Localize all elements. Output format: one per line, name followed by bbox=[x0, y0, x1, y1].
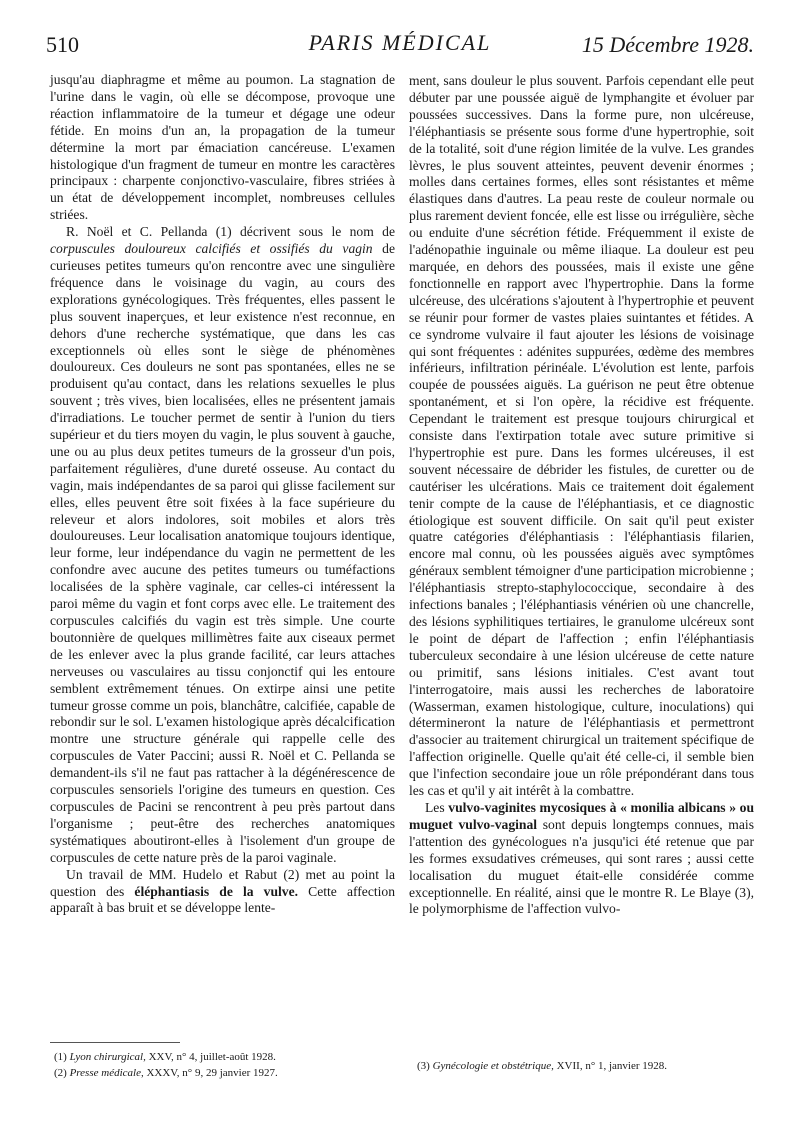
footnote-journal: Presse médicale, bbox=[69, 1067, 144, 1079]
paragraph-text: sont depuis longtemps connues, mais l'attention des gynécologues n'a jusqu'ici été retenue que par les formes exsudatives crémeuses, qui sont rares ; aussi cette localisation du muguet était-elle considérée comme exceptionnelle. En réalité, ainsi que le montre R. Le Blaye (3), le polymorphisme de l'affection vulvo- bbox=[409, 816, 754, 917]
italic-term: corpuscules douloureux calcifiés et ossifiés du vagin bbox=[50, 241, 373, 257]
issue-date: 15 Décembre 1928. bbox=[581, 32, 754, 57]
footnote-1 bbox=[54, 1050, 276, 1064]
paragraph-text: Cette affection apparaît à bas bruit et se développe lente- bbox=[50, 883, 396, 916]
paragraph-tumor-continuation: jusqu'au diaphragme et même au poumon. La stagnation de l'urine dans le vagin, où elle se décompose, provoque une réaction inflammatoire de la tumeur et dégage une odeur fétide. En moins d'un an, la propagation de la tumeur détermine la mort par émaciation cancéreuse. L'examen histologique d'un fragment de tumeur en montre les caractères principaux : charpente conjonctivo-vasculaire, fibres striées à un état de développement incomplet, nombreuses cellules striées. bbox=[50, 72, 395, 223]
footnote-journal: Gynécologie et obstétrique, bbox=[432, 1060, 554, 1072]
footnote-ref: XXV, n° 4, juillet-août 1928. bbox=[145, 1051, 276, 1063]
bold-term: éléphantiasis de la vulve. bbox=[134, 883, 299, 899]
footnote-rule bbox=[50, 1042, 180, 1043]
paragraph-elephantiasis-intro bbox=[50, 867, 395, 918]
paragraph-elephantiasis: ment, sans douleur le plus souvent. Parfois cependant elle peut débuter par une poussée aiguë de lymphangite et évoluer par poussées successives. Dans la forme pure, non ulcéreuse, l'éléphantiasis se présente sous forme d'une hypertrophie, soit de la totalité, soit d'une région limitée de la vulve. Les grandes lèvres, le plus souvent atteintes, peuvent devenir énormes ; molles dans certaines formes, elles sont résistantes et même élastiques dans d'autres. La peau reste de couleur normale ou plus rarement devient foncée, elle est lisse ou irrégulière, sèche ou enduite d'une sécrétion fétide. Fréquemment il existe de l'adénopathie inguinale ou même iliaque. La douleur est peu marquée, en dehors des poussées, mais il existe une gêne fonctionnelle en rapport avec l'hypertrophie. Dans la forme ulcéreuse, des ulcérations s'ajoutent à l'hypertrophie et peuvent se réunir pour former de vastes plaies suintantes et fétides. A ce syndrome vulvaire il faut ajouter les lésions de voisinage qui sont fréquentes : adénites suppurées, œdème des membres inférieurs, infiltration périnéale. L'évolution est lente, parfois coupée de poussées aiguës. La guérison ne peut être obtenue spontanément, et si l'on opère, la récidive est fréquente. Cependant le traitement est presque toujours chirurgical et consiste dans l'extirpation totale avec suture primitive si l'hypertrophie est pure. Dans les formes ulcéreuses, il est souvent nécessaire de débrider les fistules, de curetter ou de cautériser les ulcérations. Mais ce traitement doit également tenir compte de la cause de l'éléphantiasis, et ce diagnostic étiologique est souvent difficile. On sait qu'il peut exister quatre catégories d'éléphantiasis : l'éléphantiasis filarien, encore mal connu, où les poussées aiguës avec symptômes généraux semblent témoigner d'une participation microbienne ; l'éléphantiasis strepto-staphylococcique, secondaire à des infections banales ; l'éléphantiasis vénérien où une chancrelle, des lésions syphilitiques tertiaires, le granulome ulcéreux sont le point de départ de l'affection ; enfin l'éléphantiasis tuberculeux secondaire à une lésion ulcéreuse de cette nature ou primitif, sans lésions initiales. C'est avant tout l'interrogatoire, mais aussi les recherches de laboratoire (Wasserman, examen histologique, culture, inoculations) qui détermineront la nature de l'éléphantiasis et permettront d'associer au traitement chirurgical un traitement spécifique de l'affection originelle. Quelle qu'ait été celle-ci, il semble bien que l'infection secondaire joue un rôle prépondérant dans tous les cas et qu'il y ait intérêt à la combattre. bbox=[409, 73, 754, 799]
paragraph-text: Un travail de MM. Hudelo et Rabut (2) met au point la question des bbox=[50, 866, 395, 899]
footnote-journal: Lyon chirurgical, bbox=[69, 1051, 146, 1063]
paragraph-text: R. Noël et C. Pellanda (1) décrivent sous le nom de bbox=[66, 224, 395, 240]
footnote-ref: XVII, n° 1, janvier 1928. bbox=[553, 1060, 668, 1072]
paragraph-mycosiques bbox=[409, 800, 754, 918]
left-column bbox=[50, 72, 395, 917]
footnote-number: (2) bbox=[54, 1067, 70, 1079]
right-column bbox=[409, 73, 754, 918]
paragraph-text: de curieuses petites tumeurs qu'on rencontre avec une singulière fréquence dans le voisinage du vagin, au cours des explorations gynécologiques. Très fréquentes, elles passent le plus souvent inaperçues, et leur existence n'est reconnue, en dehors d'une recherche systématique, que dans les cas exceptionnels où elles sont le siège de phénomènes douloureux. Ces douleurs ne sont pas spontanées, elles ne se produisent qu'au contact, dans les relations sexuelles le plus souvent ; très vives, bien localisées, elles ne présentent jamais d'irradiations. Le toucher permet de sentir à l'union du tiers supérieur et du tiers moyen du vagin, le plus souvent à gauche, une ou au plus deux petites tumeurs de la grosseur d'un pois, parfaitement régulières, d'une dureté osseuse. Au contact du vagin, mais indépendantes de sa paroi qui glisse facilement sur elles, elles peuvent être soit fixées à la face supérieure du releveur et alors indolores, soit mobiles et alors très douloureuses. Leur localisation anatomique toujours identique, leur forme, leur indépendance du vagin ne permettent de les confondre avec aucune des petites tumeurs ou tuméfactions localisées de la sphère vaginale, car celles-ci intéressent la paroi même du vagin et font corps avec elle. Le traitement des corpuscules calcifiés du vagin est très simple. Une courte boutonnière de quelques millimètres faite aux ciseaux permet de les enlever avec la plus grande facilité, car leurs attaches nerveuses ou vasculaires au tissu conjonctif qui les entoure semblent extrêmement ténues. On extirpe ainsi une petite tumeur grosse comme un pois, blanchâtre, calcifiée, capable de rebondir sur le sol. L'examen histologique après décalcification montre une structure générale qui rappelle celle des corpuscules de Vater Paccini; aussi R. Noël et C. Pellanda se demandent-ils s'il ne faut pas rattacher à la dégénérescence de corpuscules sensoriels l'origine des tumeurs en question. Ces corpuscules de Pacini se rencontrent à peu près partout dans l'organisme ; peut-être des recherches anatomiques systématiques aboutiront-elles à l'isolement d'un groupe de corpuscules de cette nature près de la paroi vaginale. bbox=[50, 241, 395, 865]
footnote-number: (1) bbox=[54, 1051, 70, 1063]
page-header bbox=[46, 14, 754, 57]
footnote-ref: XXXV, n° 9, 29 janvier 1927. bbox=[143, 1067, 278, 1079]
paragraph-corpuscules bbox=[50, 224, 395, 866]
bold-term: vulvo-vaginites mycosiques à « monilia albicans » ou muguet vulvo-vaginal bbox=[409, 799, 754, 832]
paragraph-text: Les bbox=[425, 799, 449, 815]
footnote-number: (3) bbox=[417, 1060, 433, 1072]
journal-title: PARIS MÉDICAL bbox=[308, 30, 492, 55]
page-number: 510 bbox=[46, 32, 79, 57]
footnote-3 bbox=[417, 1059, 667, 1073]
footnote-2 bbox=[54, 1066, 278, 1080]
